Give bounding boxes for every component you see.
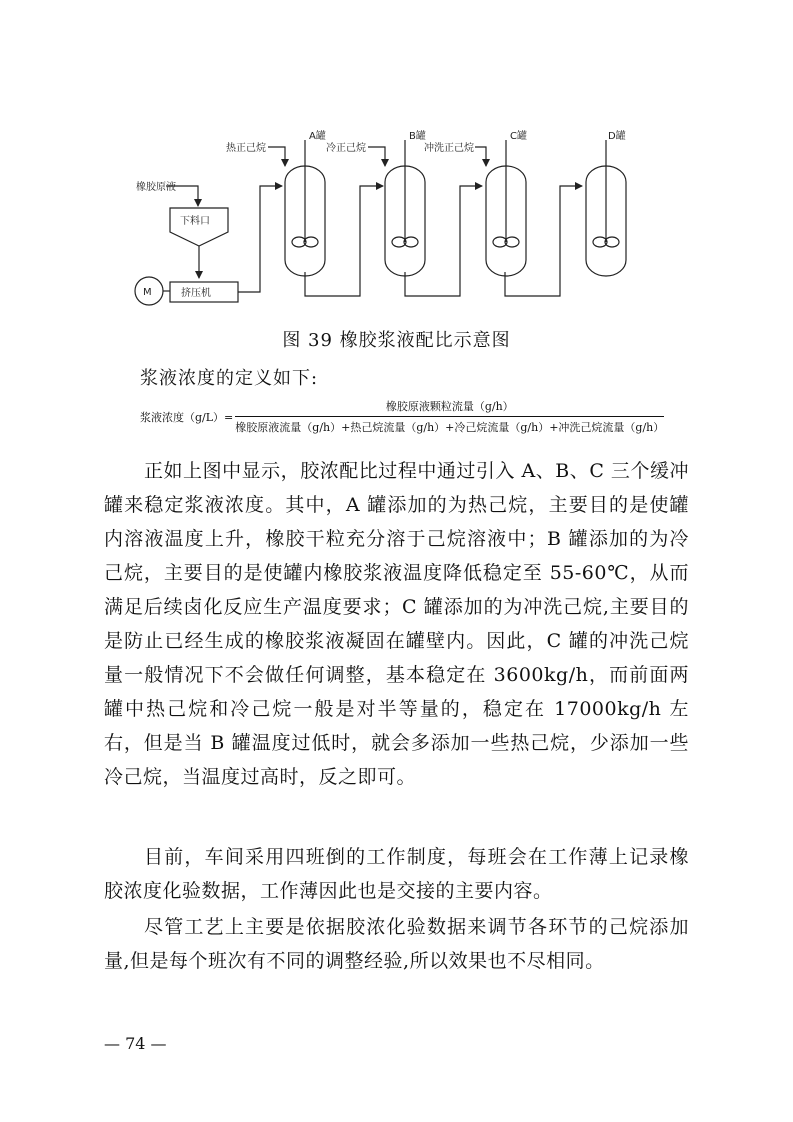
label-tank-c: C罐 <box>510 131 527 142</box>
formula-denominator: 橡胶原液流量（g/h）+热己烷流量（g/h）+冷己烷流量（g/h）+冲洗己烷流量（g/h） <box>235 421 665 434</box>
label-wash-hexane: 冲洗正己烷 <box>424 143 474 154</box>
label-hot-hexane: 热正己烷 <box>226 143 266 154</box>
body-paragraph-2: 目前，车间采用四班倒的工作制度，每班会在工作薄上记录橡胶浓度化验数据，工作薄因此也是交接的主要内容。 <box>104 846 689 902</box>
body-paragraph-3: 尽管工艺上主要是依据胶浓化验数据来调节各环节的己烷添加量,但是每个班次有不同的调整经验,所以效果也不尽相同。 <box>104 916 689 972</box>
rubber-slurry-diagram <box>0 0 793 320</box>
label-tank-b: B罐 <box>409 131 426 142</box>
formula-intro: 浆液浓度的定义如下: <box>140 368 319 389</box>
figure-caption: 图 39 橡胶浆液配比示意图 <box>282 330 511 351</box>
label-motor: M <box>143 287 152 298</box>
label-cold-hexane: 冷正己烷 <box>326 143 366 154</box>
body-paragraph-1: 正如上图中显示，胶浓配比过程中通过引入 A、B、C 三个缓冲罐来稳定浆液浓度。其中，A 罐添加的为热己烷，主要目的是使罐内溶液温度上升，橡胶干粒充分溶于己烷溶液中；B 罐添加的为冷己烷，主要目的是使罐内橡胶浆液温度降低稳定至 55-60℃，从而满足后续卤化反应生产温度要求；C 罐添加的为冲洗己烷,主要目的是防止已经生成的橡胶浆液凝固在罐壁内。因此，C 罐的冲洗己烷量一般情况下不会做任何调整，基本稳定在 3600kg/h，而前面两罐中热己烷和冷己烷一般是对半等量的，稳定在 17000kg/h 左右，但是当 B 罐温度过低时，就会多添加一些热己烷，少添加一些冷己烷，当温度过高时，反之即可。 <box>104 460 689 788</box>
label-rubber-solution: 橡胶原液 <box>136 182 176 193</box>
page-number: — 74 — <box>104 1034 167 1053</box>
concentration-formula <box>140 398 664 435</box>
formula-numerator: 橡胶原液颗粒流量（g/h） <box>235 398 664 417</box>
formula-lhs: 浆液浓度（g/L）= <box>140 410 234 424</box>
formula-fraction <box>235 398 664 435</box>
label-feed-port: 下料口 <box>180 216 210 227</box>
label-extruder: 挤压机 <box>181 288 211 299</box>
label-tank-a: A罐 <box>309 131 326 142</box>
label-tank-d: D罐 <box>608 131 626 142</box>
